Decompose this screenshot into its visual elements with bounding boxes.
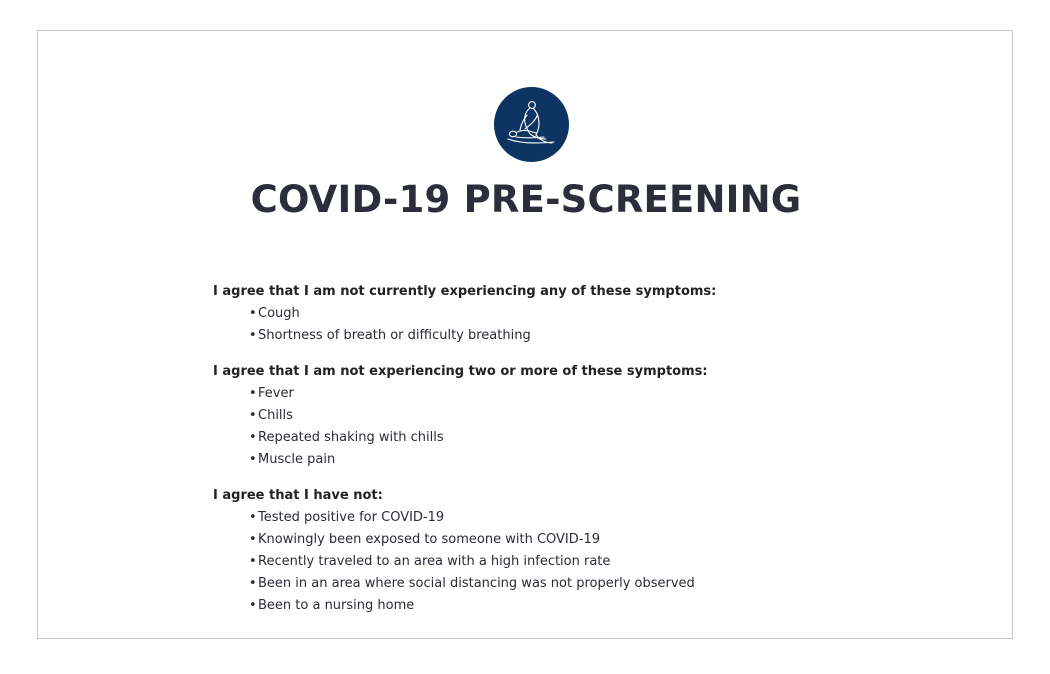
list-item: •Chills xyxy=(249,408,293,423)
massage-therapist-icon xyxy=(494,87,569,162)
exposure-section xyxy=(213,486,913,616)
page-title: COVID-19 PRE-SCREENING xyxy=(250,178,802,221)
section-heading: I agree that I am not experiencing two or more of these symptoms: xyxy=(213,364,708,379)
list-item: •Muscle pain xyxy=(249,452,336,467)
agreement-list xyxy=(213,282,913,632)
list-item: •Repeated shaking with chills xyxy=(249,430,444,445)
list-item: •Tested positive for COVID-19 xyxy=(249,510,445,525)
prescreening-card xyxy=(37,30,1013,639)
list-item: •Fever xyxy=(249,386,294,401)
list-item: •Knowingly been exposed to someone with COVID-19 xyxy=(249,532,600,547)
list-item: •Cough xyxy=(249,306,300,321)
section-heading: I agree that I am not currently experiencing any of these symptoms: xyxy=(213,284,717,299)
symptoms-section xyxy=(213,282,913,346)
section-heading: I agree that I have not: xyxy=(213,488,383,503)
multi-symptoms-section xyxy=(213,362,913,470)
list-item: •Recently traveled to an area with a high infection rate xyxy=(249,554,611,569)
list-item: •Been in an area where social distancing was not properly observed xyxy=(249,576,695,591)
list-item: •Shortness of breath or difficulty breathing xyxy=(249,328,531,343)
list-item: •Been to a nursing home xyxy=(249,598,415,613)
